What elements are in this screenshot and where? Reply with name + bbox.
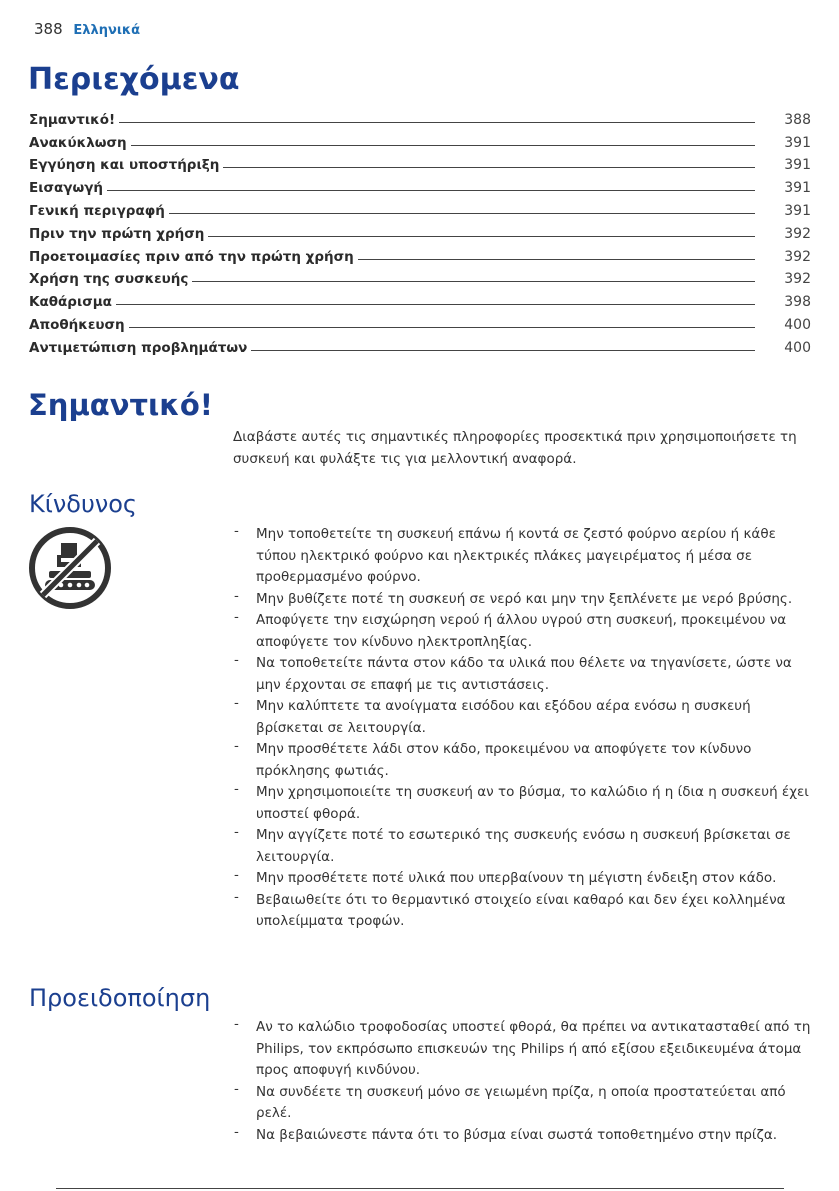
list-item: - Να συνδέετε τη συσκευή μόνο σε γειωμένη πρίζα, η οποία προστατεύεται από ρελέ. [233,1082,813,1125]
list-item: - Μην τοποθετείτε τη συσκευή επάνω ή κοντά σε ζεστό φούρνο αερίου ή κάθε τύπου ηλεκτρικό φούρνο και ηλεκτρικές πλάκες μαγειρέματος ή μέσα σε προθερμασμένο φούρνο. [233,524,813,589]
toc-entry[interactable] [29,196,811,219]
toc-leader-line [131,145,755,146]
toc-leader-line [119,122,755,123]
important-title: Σημαντικό! [28,388,214,422]
list-item: - Μην προσθέτετε ποτέ υλικά που υπερβαίνουν τη μέγιστη ένδειξη στον κάδο. [233,868,813,890]
list-item: - Να βεβαιώνεστε πάντα ότι το βύσμα είναι σωστά τοποθετημένο στην πρίζα. [233,1125,813,1147]
language-label: Ελληνικά [73,23,141,38]
toc-leader-line [192,281,755,282]
toc-entry-label: Γενική περιγραφή [29,202,165,219]
warning-list [233,1017,813,1146]
toc-entry-label: Προετοιμασίες πριν από την πρώτη χρήση [29,248,354,265]
toc-entry[interactable] [29,128,811,151]
toc-entry[interactable] [29,242,811,265]
toc-entry-label: Σημαντικό! [29,111,116,128]
toc-entry-page: 392 [784,248,811,265]
toc-entry[interactable] [29,310,811,333]
toc-entry[interactable] [29,287,811,310]
toc-entry-page: 392 [784,271,811,288]
list-item: - Μην αγγίζετε ποτέ το εσωτερικό της συσκευής ενόσω η συσκευή βρίσκεται σε λειτουργία. [233,825,813,868]
danger-list [233,524,813,933]
toc-entry[interactable] [29,265,811,288]
toc-entry-label: Εγγύηση και υποστήριξη [29,157,220,174]
toc-entry-page: 388 [784,111,811,128]
toc-entry-label: Αποθήκευση [29,316,125,333]
footer-divider [56,1188,784,1189]
no-oven-icon [27,525,113,611]
toc-leader-line [116,304,755,305]
list-item: - Μην χρησιμοποιείτε τη συσκευή αν το βύσμα, το καλώδιο ή η ίδια η συσκευή έχει υποστεί φθορά. [233,782,813,825]
toc-entry-page: 391 [784,134,811,151]
toc-entry[interactable] [29,173,811,196]
important-intro: Διαβάστε αυτές τις σημαντικές πληροφορίες προσεκτικά πριν χρησιμοποιήσετε τη συσκευή και φυλάξτε τις για μελλοντική αναφορά. [233,429,797,467]
toc-entry[interactable] [29,219,811,242]
toc-leader-line [107,190,755,191]
toc-entry-label: Αντιμετώπιση προβλημάτων [29,339,248,356]
toc-leader-line [169,213,755,214]
toc-leader-line [129,327,755,328]
page-number: 388 [34,20,63,38]
toc-entry-label: Εισαγωγή [29,180,104,197]
toc-entry-label: Καθάρισμα [29,294,112,311]
toc-entry-page: 392 [784,225,811,242]
list-item: - Βεβαιωθείτε ότι το θερμαντικό στοιχείο είναι καθαρό και δεν έχει κολλημένα υπολείμματα τροφών. [233,890,813,933]
toc-entry[interactable] [29,333,811,356]
list-item: - Αν το καλώδιο τροφοδοσίας υποστεί φθορά, θα πρέπει να αντικατασταθεί από τη Philips, τον εκπρόσωπο επισκευών της Philips ή από εξίσου εξειδικευμένα άτομα προς αποφυγή κινδύνου. [233,1017,813,1082]
list-item: - Μην καλύπτετε τα ανοίγματα εισόδου και εξόδου αέρα ενόσω η συσκευή βρίσκεται σε λειτουργία. [233,696,813,739]
toc-leader-line [223,167,755,168]
toc-entry-page: 400 [784,316,811,333]
list-item: - Αποφύγετε την εισχώρηση νερού ή άλλου υγρού στη συσκευή, προκειμένου να αποφύγετε τον κίνδυνο ηλεκτροπληξίας. [233,610,813,653]
toc-entry[interactable] [29,105,811,128]
toc-entry-page: 398 [784,294,811,311]
toc-entry-label: Ανακύκλωση [29,134,127,151]
toc-entry-page: 391 [784,180,811,197]
warning-title: Προειδοποίηση [29,984,211,1012]
table-of-contents [29,105,811,356]
toc-entry[interactable] [29,151,811,174]
toc-entry-label: Χρήση της συσκευής [29,271,189,288]
danger-title: Κίνδυνος [29,490,138,518]
toc-entry-page: 391 [784,157,811,174]
toc-leader-line [208,236,755,237]
toc-entry-label: Πριν την πρώτη χρήση [29,225,205,242]
toc-leader-line [358,259,755,260]
list-item: - Μην προσθέτετε λάδι στον κάδο, προκειμένου να αποφύγετε τον κίνδυνο πρόκλησης φωτιάς. [233,739,813,782]
toc-leader-line [251,350,755,351]
list-item: - Να τοποθετείτε πάντα στον κάδο τα υλικά που θέλετε να τηγανίσετε, ώστε να μην έρχονται σε επαφή με τις αντιστάσεις. [233,653,813,696]
page-header [34,20,140,38]
toc-entry-page: 400 [784,339,811,356]
toc-title: Περιεχόμενα [28,62,240,97]
toc-entry-page: 391 [784,202,811,219]
list-item: - Μην βυθίζετε ποτέ τη συσκευή σε νερό και μην την ξεπλένετε με νερό βρύσης. [233,589,813,611]
